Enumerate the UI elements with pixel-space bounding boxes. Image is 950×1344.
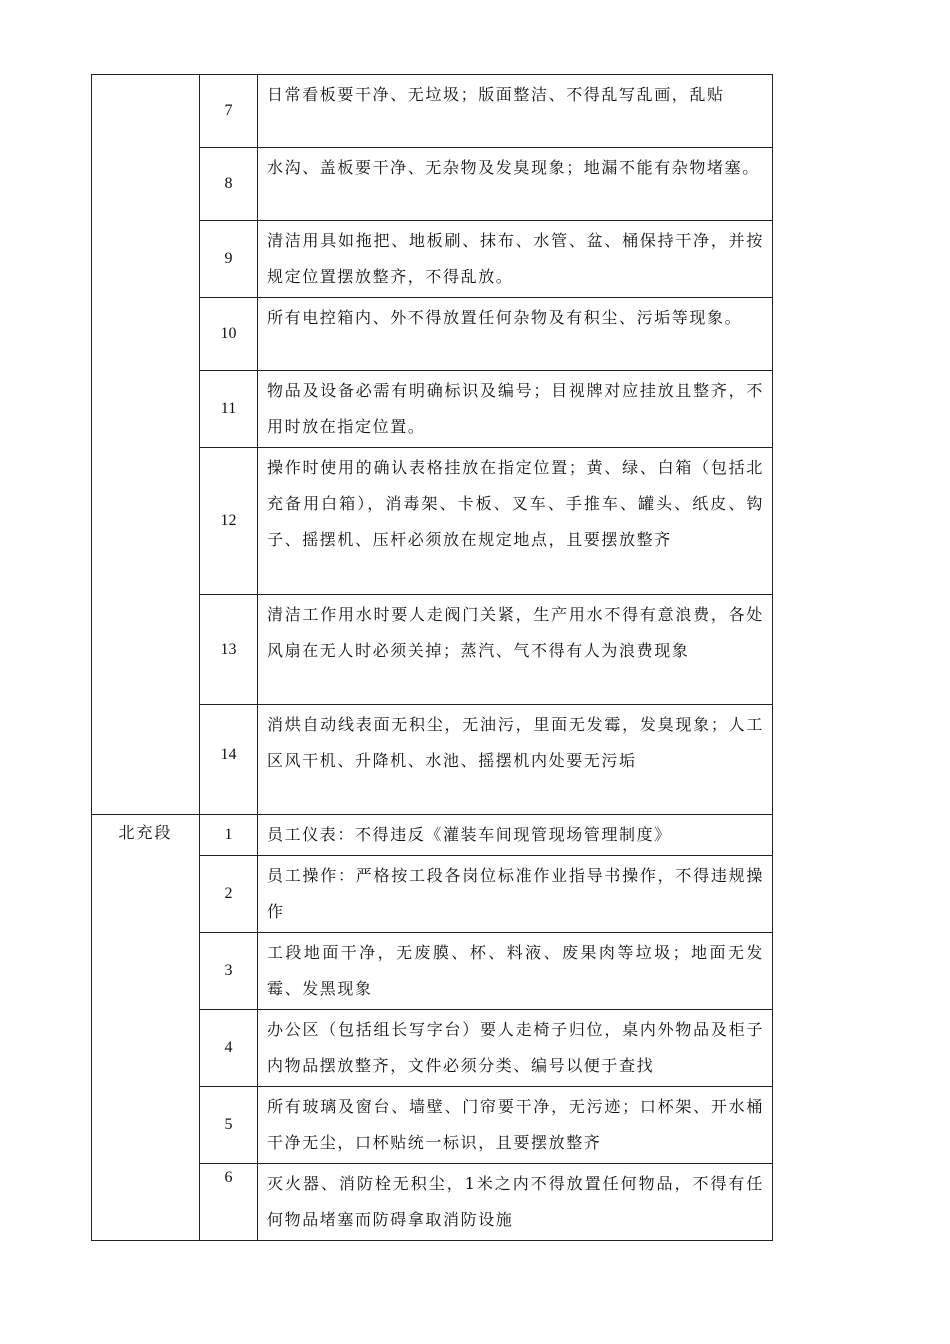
item-number: 4 xyxy=(200,1010,258,1087)
item-number: 7 xyxy=(200,75,258,148)
item-number: 10 xyxy=(200,298,258,371)
item-text: 工段地面干净，无废膜、杯、料液、废果肉等垃圾；地面无发霉、发黑现象 xyxy=(258,933,773,1010)
item-number: 5 xyxy=(200,1087,258,1164)
item-text: 灭火器、消防栓无积尘，1米之内不得放置任何物品，不得有任何物品堵塞而防碍拿取消防设施 xyxy=(258,1164,773,1241)
section-cell-continued xyxy=(92,75,200,815)
item-number: 13 xyxy=(200,595,258,705)
item-number: 2 xyxy=(200,856,258,933)
item-number: 11 xyxy=(200,371,258,448)
item-text: 所有玻璃及窗台、墙壁、门帘要干净，无污迹；口杯架、开水桶干净无尘，口杯贴统一标识，且要摆放整齐 xyxy=(258,1087,773,1164)
item-number: 3 xyxy=(200,933,258,1010)
item-text: 日常看板要干净、无垃圾；版面整洁、不得乱写乱画，乱贴 xyxy=(258,75,773,148)
table-row xyxy=(92,75,773,148)
item-text: 办公区（包括组长写字台）要人走椅子归位，桌内外物品及柜子内物品摆放整齐，文件必须分类、编号以便于查找 xyxy=(258,1010,773,1087)
management-rules-table xyxy=(91,74,773,1241)
item-text: 员工仪表：不得违反《灌装车间现管现场管理制度》 xyxy=(258,815,773,856)
item-text: 清洁用具如拖把、地板刷、抹布、水管、盆、桶保持干净，并按规定位置摆放整齐，不得乱放。 xyxy=(258,221,773,298)
section-cell-beichong xyxy=(92,815,200,1241)
item-text: 水沟、盖板要干净、无杂物及发臭现象；地漏不能有杂物堵塞。 xyxy=(258,148,773,221)
item-number: 9 xyxy=(200,221,258,298)
item-number: 14 xyxy=(200,705,258,815)
item-text: 所有电控箱内、外不得放置任何杂物及有积尘、污垢等现象。 xyxy=(258,298,773,371)
item-number: 8 xyxy=(200,148,258,221)
item-number: 12 xyxy=(200,448,258,595)
item-text: 员工操作：严格按工段各岗位标准作业指导书操作，不得违规操作 xyxy=(258,856,773,933)
section-label xyxy=(92,75,199,80)
item-text: 操作时使用的确认表格挂放在指定位置；黄、绿、白箱（包括北充备用白箱），消毒架、卡板、叉车、手推车、罐头、纸皮、钩子、摇摆机、压杆必须放在规定地点，且要摆放整齐 xyxy=(258,448,773,595)
item-number: 1 xyxy=(200,815,258,856)
item-number: 6 xyxy=(200,1164,258,1241)
section-label: 北充段 xyxy=(118,823,173,842)
item-text: 清洁工作用水时要人走阀门关紧，生产用水不得有意浪费，各处风扇在无人时必须关掉；蒸汽、气不得有人为浪费现象 xyxy=(258,595,773,705)
table-row xyxy=(92,815,773,856)
item-text: 消烘自动线表面无积尘，无油污，里面无发霉，发臭现象；人工区风干机、升降机、水池、摇摆机内处要无污垢 xyxy=(258,705,773,815)
item-text: 物品及设备必需有明确标识及编号；目视牌对应挂放且整齐，不用时放在指定位置。 xyxy=(258,371,773,448)
